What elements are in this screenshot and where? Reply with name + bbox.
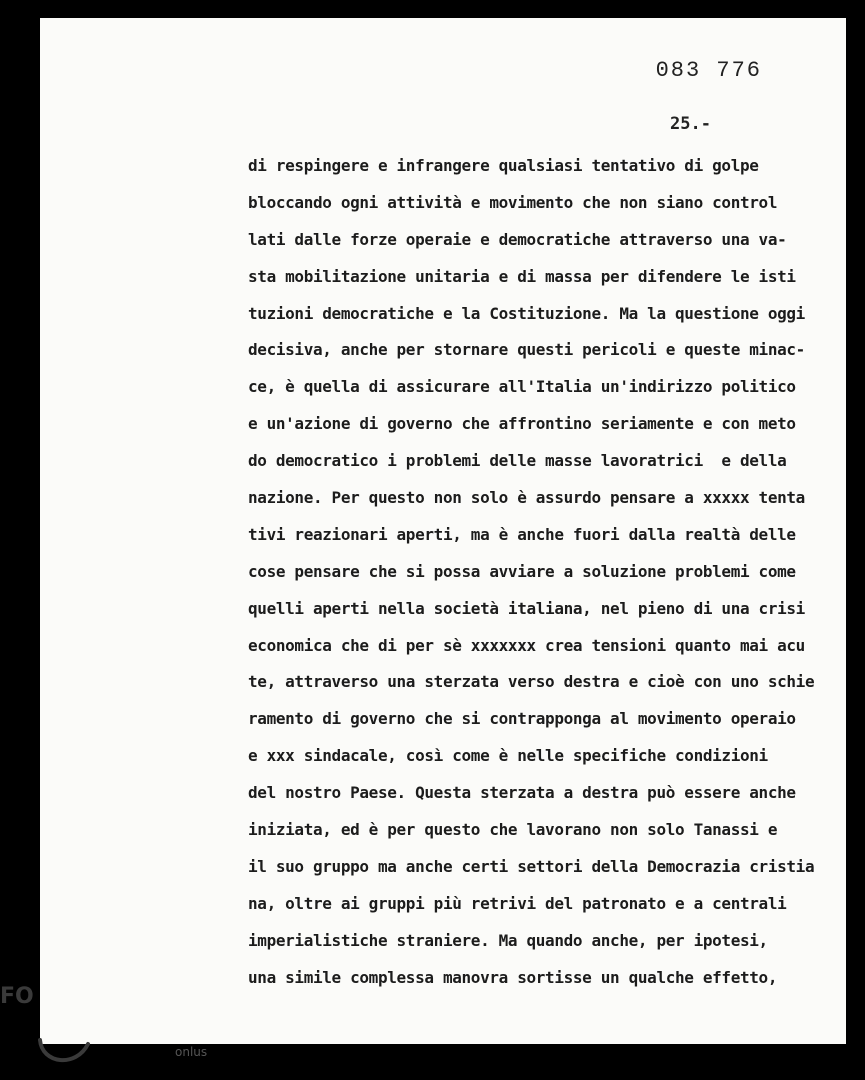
text-line: cose pensare che si possa avviare a soluzione problemi come — [248, 561, 796, 581]
text-line: il suo gruppo ma anche certi settori della Democrazia cristia — [248, 856, 815, 876]
text-line: do democratico i problemi delle masse lavoratrici e della — [248, 451, 787, 471]
page-number: 25.- — [670, 114, 711, 134]
text-line: e un'azione di governo che affrontino seriamente e con meto — [248, 414, 796, 434]
document-number: 083 776 — [655, 58, 762, 83]
watermark-suffix: onlus — [175, 1045, 208, 1059]
text-line: iniziata, ed è per questo che lavorano non solo Tanassi e — [248, 820, 778, 840]
text-line: tivi reazionari aperti, ma è anche fuori dalla realtà delle — [248, 524, 796, 544]
watermark-logo-icon — [36, 1030, 92, 1070]
text-line: economica che di per sè xxxxxxx crea tensioni quanto mai acu — [248, 635, 805, 655]
text-line: imperialistiche straniere. Ma quando anche, per ipotesi, — [248, 930, 768, 950]
text-line: sta mobilitazione unitaria e di massa per difendere le isti — [248, 266, 796, 286]
text-line: bloccando ogni attività e movimento che non siano control — [248, 192, 778, 212]
watermark-brand: FO — [0, 984, 34, 1009]
text-line: tuzioni democratiche e la Costituzione. Ma la questione oggi — [248, 303, 805, 323]
text-line: te, attraverso una sterzata verso destra e cioè con uno schie — [248, 672, 815, 692]
text-line: di respingere e infrangere qualsiasi tentativo di golpe — [248, 156, 759, 175]
text-line: una simile complessa manovra sortisse un qualche effetto, — [248, 967, 778, 987]
document-page — [40, 18, 846, 1044]
text-line: e xxx sindacale, così come è nelle specifiche condizioni — [248, 746, 768, 766]
text-line: lati dalle forze operaie e democratiche attraverso una va- — [248, 229, 787, 249]
text-line: na, oltre ai gruppi più retrivi del patronato e a centrali — [248, 893, 787, 913]
text-line: quelli aperti nella società italiana, nel pieno di una crisi — [248, 598, 805, 618]
text-line: del nostro Paese. Questa sterzata a destra può essere anche — [248, 783, 796, 803]
text-line: ramento di governo che si contrapponga al movimento operaio — [248, 709, 796, 729]
typewritten-text — [248, 148, 848, 996]
text-line: decisiva, anche per stornare questi pericoli e queste minac- — [248, 340, 805, 360]
text-line: nazione. Per questo non solo è assurdo pensare a xxxxx tenta — [248, 488, 805, 508]
text-line: ce, è quella di assicurare all'Italia un'indirizzo politico — [248, 377, 796, 397]
